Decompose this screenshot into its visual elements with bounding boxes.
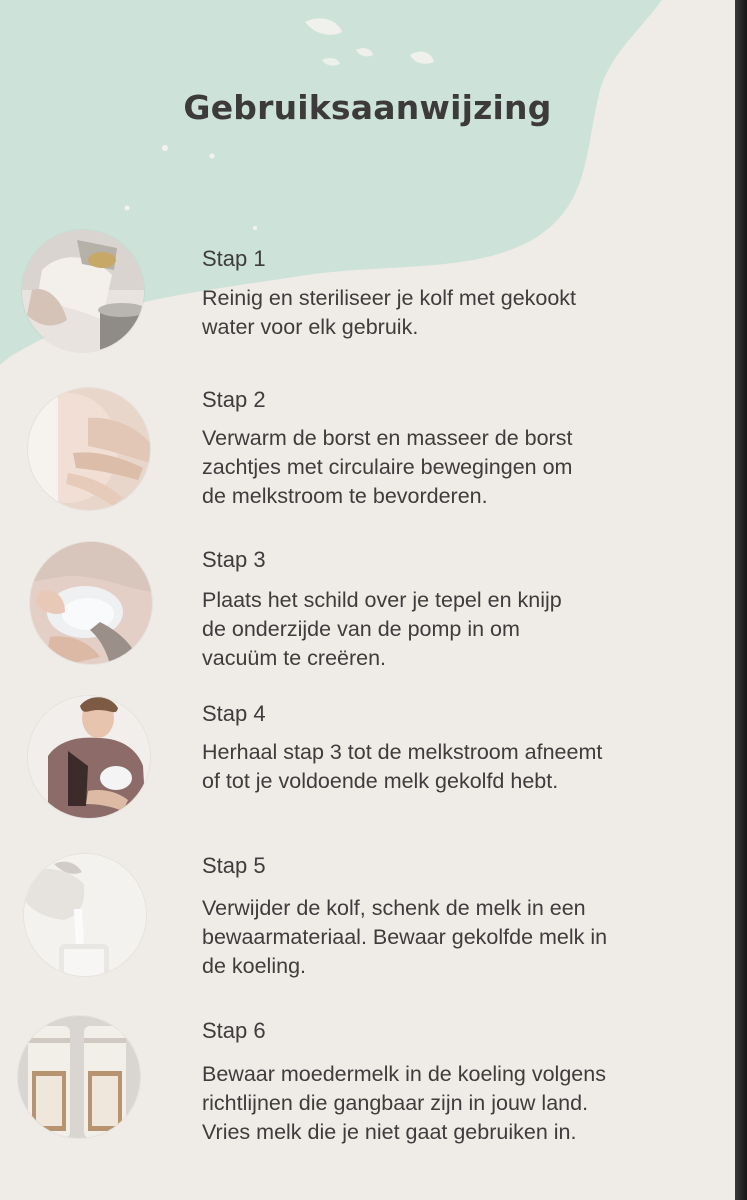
step-1-title: Stap 1 [202, 246, 266, 271]
breast-massage-photo [28, 388, 150, 510]
mother-pumping-photo [28, 696, 150, 818]
step-6-text: Bewaar moedermelk in de koeling volgens richtlijnen die gangbaar zijn in jouw land. Vries melk die je niet gaat gebruiken in. [202, 1062, 606, 1144]
step-6-title: Stap 6 [202, 1018, 266, 1043]
step-4-title: Stap 4 [202, 701, 266, 726]
page-title: Gebruiksaanwijzing [183, 88, 552, 127]
step-5-text: Verwijder de kolf, schenk de melk in een bewaarmateriaal. Bewaar gekolfde melk in de koeling. [202, 896, 608, 978]
step-5-title: Stap 5 [202, 853, 266, 878]
step-2-text: Verwarm de borst en masseer de borst zachtjes met circulaire bewegingen om de melkstroom te bevorderen. [202, 426, 573, 508]
step-2-title: Stap 2 [202, 387, 266, 412]
pump-shield-photo [30, 542, 152, 664]
step-3-title: Stap 3 [202, 547, 266, 572]
stored-milk-bags-photo [18, 1016, 140, 1138]
step-4-text: Herhaal stap 3 tot de melkstroom afneemt of tot je voldoende melk gekolfd hebt. [202, 740, 603, 793]
step-3-text: Plaats het schild over je tepel en knijp de onderzijde van de pomp in om vacuüm te creëren. [202, 588, 562, 670]
mint-background-shape [0, 0, 735, 420]
pouring-milk-photo [24, 854, 146, 976]
pump-sterilizing-photo [22, 230, 144, 352]
right-edge-shadow [735, 0, 747, 1200]
step-1-text: Reinig en steriliseer je kolf met gekookt water voor elk gebruik. [202, 286, 577, 339]
